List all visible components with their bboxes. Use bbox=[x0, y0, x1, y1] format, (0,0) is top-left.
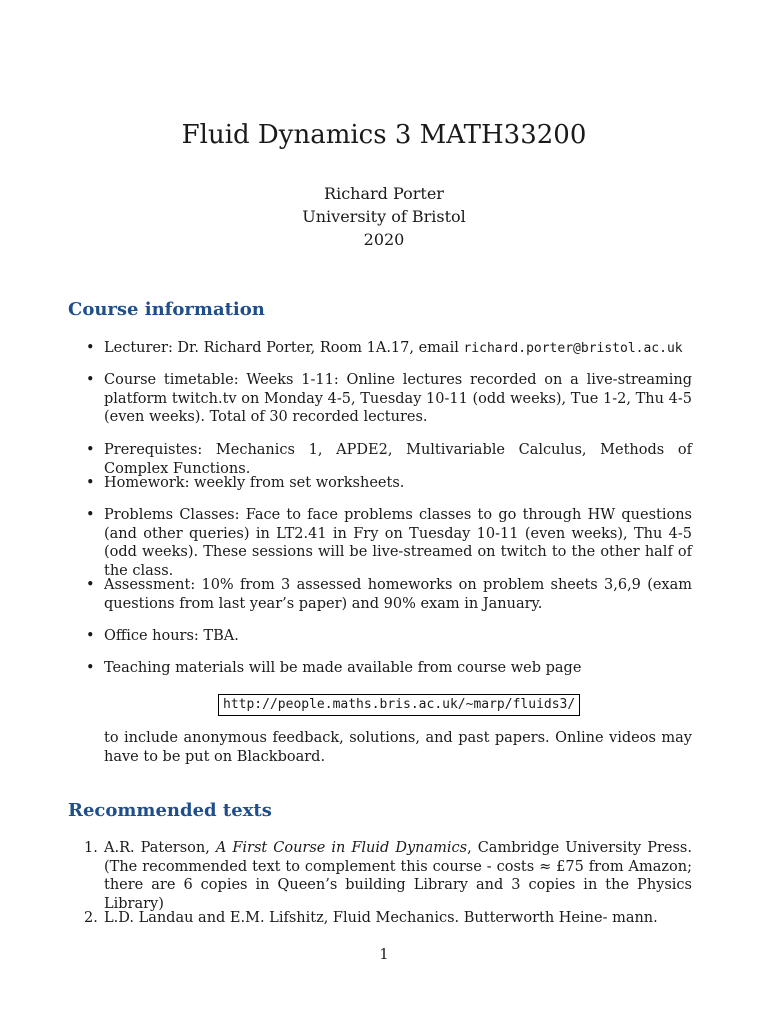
bullet-icon: • bbox=[86, 372, 95, 388]
list-item-homework: Homework: weekly from set worksheets. bbox=[104, 475, 405, 491]
list-item-lecturer bbox=[104, 339, 692, 359]
bullet-icon: • bbox=[86, 660, 95, 676]
document-title: Fluid Dynamics 3 MATH33200 bbox=[181, 120, 587, 150]
list-item-problems-classes: Problems Classes: Face to face problems classes to go through HW questions (and other queries) in LT2.41 in Fry on Tuesday 10-11 (even weeks), Thu 4-5 (odd weeks). These sessions will be live-streamed on twitch to the other half of the class. bbox=[104, 507, 692, 579]
teaching-materials-continuation: to include anonymous feedback, solutions, and past papers. Online videos may have to be put on Blackboard. bbox=[104, 730, 692, 765]
bullet-icon: • bbox=[86, 442, 95, 458]
author-name: Richard Porter bbox=[324, 184, 444, 203]
document-year: 2020 bbox=[363, 230, 405, 249]
bullet-icon: • bbox=[86, 628, 95, 644]
list-item-office-hours: Office hours: TBA. bbox=[104, 628, 239, 644]
section-heading-recommended-texts: Recommended texts bbox=[68, 800, 272, 821]
bullet-icon: • bbox=[86, 577, 95, 593]
bullet-icon: • bbox=[86, 507, 95, 523]
course-web-page-url[interactable]: http://people.maths.bris.ac.uk/~marp/fluids3/ bbox=[218, 694, 580, 716]
list-item-teaching-materials: Teaching materials will be made available from course web page bbox=[104, 660, 582, 676]
list-number: 1. bbox=[84, 840, 98, 856]
list-item-text-paterson bbox=[104, 839, 692, 913]
text-1-details: , Cambridge University Press. (The recommended text to complement this course - costs ≈ £75 from Amazon; there are 6 copies in Queen’s building Library and 3 copies in the Physics Library) bbox=[104, 840, 692, 912]
page-number: 1 bbox=[379, 947, 389, 963]
author-affiliation: University of Bristol bbox=[302, 207, 466, 226]
text-1-book-title: A First Course in Fluid Dynamics bbox=[215, 840, 468, 856]
text-1-authors: A.R. Paterson, bbox=[104, 840, 216, 856]
list-item-prerequisites: Prerequistes: Mechanics 1, APDE2, Multivariable Calculus, Methods of Complex Functions. bbox=[104, 442, 692, 477]
list-item-text-landau: L.D. Landau and E.M. Lifshitz, Fluid Mechanics. Butterworth Heine- mann. bbox=[104, 910, 658, 926]
list-item-timetable: Course timetable: Weeks 1-11: Online lectures recorded on a live-streaming platform twitch.tv on Monday 4-5, Tuesday 10-11 (odd weeks), Tue 1-2, Thu 4-5 (even weeks). Total of 30 recorded lectures. bbox=[104, 372, 692, 425]
list-item-assessment: Assessment: 10% from 3 assessed homeworks on problem sheets 3,6,9 (exam questions from last year’s paper) and 90% exam in January. bbox=[104, 577, 692, 612]
list-number: 2. bbox=[84, 910, 98, 926]
bullet-icon: • bbox=[86, 475, 95, 491]
bullet-icon: • bbox=[86, 340, 95, 356]
section-heading-course-information: Course information bbox=[68, 299, 265, 320]
lecturer-text: Lecturer: Dr. Richard Porter, Room 1A.17, email bbox=[104, 340, 464, 356]
lecturer-email: richard.porter@bristol.ac.uk bbox=[463, 341, 683, 356]
